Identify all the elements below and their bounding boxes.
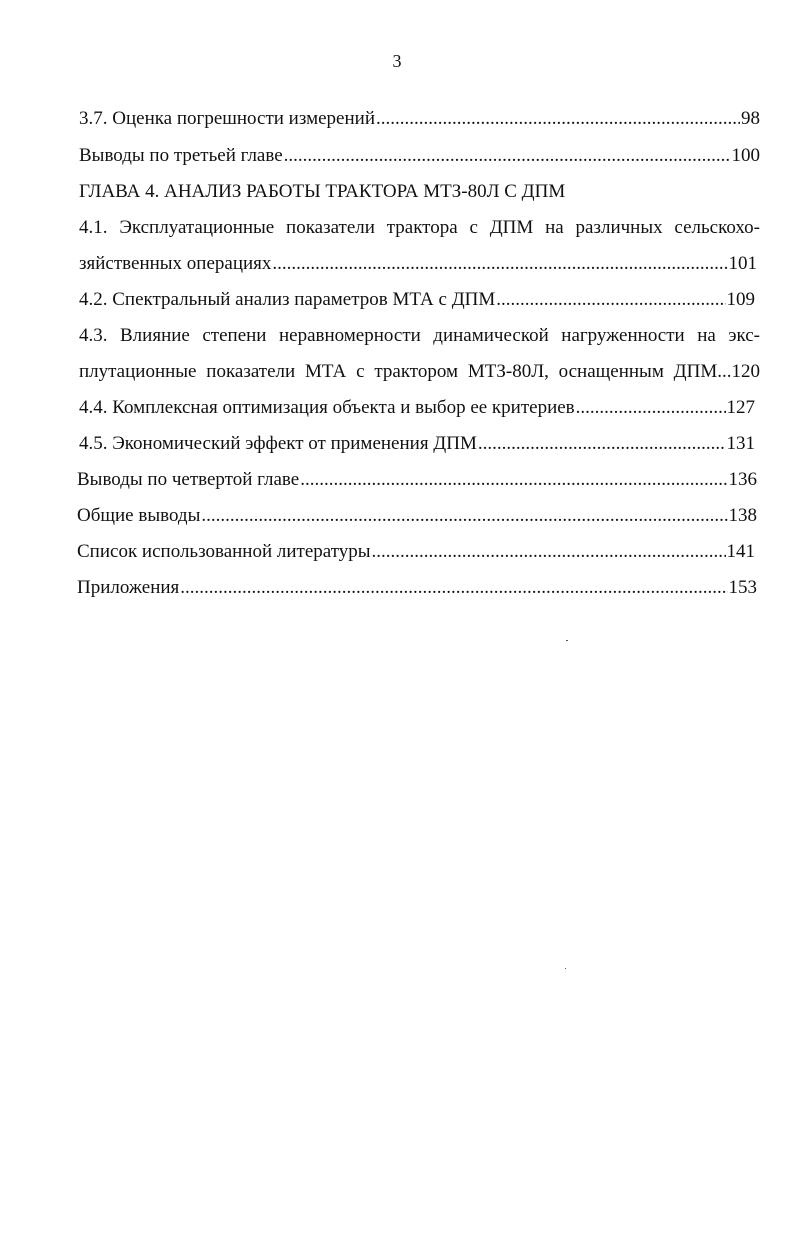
- toc-entry-conclusions-ch3: [79, 141, 760, 171]
- scan-speck: [565, 968, 566, 969]
- dot-leader: [201, 501, 727, 531]
- dot-leader: [478, 429, 726, 459]
- toc-entry-title: зяйственных операциях: [79, 253, 272, 274]
- toc-entry-4-4: [79, 393, 755, 423]
- toc-entry-3-7: [79, 104, 760, 134]
- toc-entry-page: 138: [728, 505, 757, 526]
- toc-entry-page: 101: [728, 253, 757, 274]
- toc-entry-4-3-line1: 4.3. Влияние степени неравномерности динамической нагруженности на экс-: [79, 325, 760, 346]
- toc-entry-4-5: [79, 429, 755, 459]
- dot-leader: [284, 141, 731, 171]
- toc-entry-title: Выводы по третьей главе: [79, 145, 283, 166]
- toc-entry-4-1-line1: 4.1. Эксплуатационные показатели трактора с ДПМ на различных сельскохо-: [79, 217, 760, 238]
- toc-entry-page: 136: [728, 469, 757, 490]
- dot-leader: [180, 573, 727, 603]
- toc-chapter-4-heading: ГЛАВА 4. АНАЛИЗ РАБОТЫ ТРАКТОРА МТЗ-80Л С ДПМ: [79, 181, 566, 202]
- toc-entry-general-conclusions: [77, 501, 757, 531]
- dot-leader: [496, 285, 725, 315]
- dot-leader: [576, 393, 726, 423]
- page-number: 3: [392, 51, 402, 71]
- toc-entry-4-3-line2: плутационные показатели МТА с трактором МТЗ-80Л, оснащенным ДПМ...120: [79, 361, 760, 382]
- toc-entry-title: 4.2. Спектральный анализ параметров МТА с ДПМ: [79, 289, 496, 310]
- toc-entry-page: 153: [728, 577, 757, 598]
- toc-entry-4-2: [79, 285, 755, 315]
- toc-entry-title: 3.7. Оценка погрешности измерений: [79, 108, 375, 129]
- toc-entry-page: 141: [726, 541, 755, 562]
- dot-leader: [300, 465, 727, 495]
- toc-entry-title: 4.5. Экономический эффект от применения ДПМ: [79, 433, 477, 454]
- toc-entry-page: 131: [726, 433, 755, 454]
- toc-entry-title: Общие выводы: [77, 505, 201, 526]
- dot-leader: [376, 104, 740, 134]
- toc-entry-page: 100: [731, 145, 760, 166]
- toc-entry-conclusions-ch4: [77, 465, 757, 495]
- toc-entry-4-1-line2: [79, 249, 757, 279]
- scan-speck: [566, 640, 568, 641]
- toc-entry-title: Список использованной литературы: [77, 541, 371, 562]
- toc-entry-references: [77, 537, 755, 567]
- toc-entry-page: 98: [741, 108, 760, 129]
- dot-leader: [272, 249, 727, 279]
- toc-entry-appendices: [77, 573, 757, 603]
- toc-entry-title: 4.4. Комплексная оптимизация объекта и выбор ее критериев: [79, 397, 575, 418]
- toc-entry-title: Приложения: [77, 577, 180, 598]
- toc-entry-page: 127: [726, 397, 755, 418]
- toc-entry-page: 109: [726, 289, 755, 310]
- toc-entry-title: Выводы по четвертой главе: [77, 469, 300, 490]
- dot-leader: [372, 537, 726, 567]
